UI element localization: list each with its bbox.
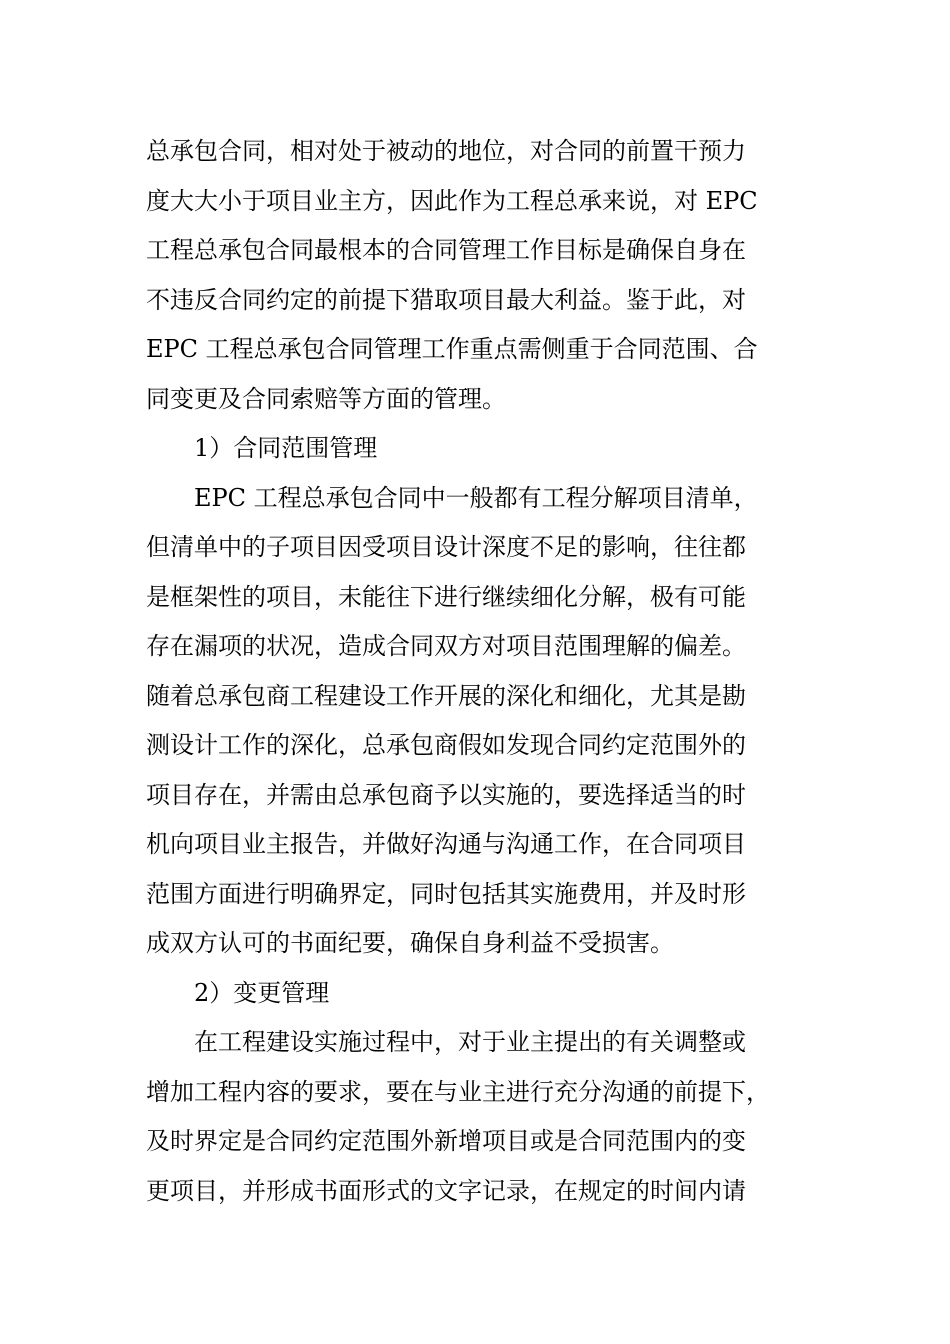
text-line: 更项目，并形成书面形式的文字记录，在规定的时间内请 xyxy=(146,1177,746,1205)
text-line: 及时界定是合同约定范围外新增项目或是合同范围内的变 xyxy=(146,1127,746,1155)
text-line: 随着总承包商工程建设工作开展的深化和细化，尤其是勘 xyxy=(146,682,746,710)
text-line: 同变更及合同索赔等方面的管理。 xyxy=(146,385,506,413)
section-heading: 2）变更管理 xyxy=(194,979,330,1007)
text-line: 在工程建设实施过程中，对于业主提出的有关调整或 xyxy=(194,1028,746,1056)
text-line: 范围方面进行明确界定，同时包括其实施费用，并及时形 xyxy=(146,880,746,908)
text-line: 度大大小于项目业主方，因此作为工程总承来说，对 EPC xyxy=(146,187,758,215)
text-line: 测设计工作的深化，总承包商假如发现合同约定范围外的 xyxy=(146,731,746,759)
text-line: 机向项目业主报告，并做好沟通与沟通工作，在合同项目 xyxy=(146,830,746,858)
text-line: 工程总承包合同最根本的合同管理工作目标是确保自身在 xyxy=(146,236,746,264)
text-line: 但清单中的子项目因受项目设计深度不足的影响，往往都 xyxy=(146,533,746,561)
section-heading: 1）合同范围管理 xyxy=(194,434,378,462)
text-line: 总承包合同，相对处于被动的地位，对合同的前置干预力 xyxy=(146,137,746,165)
text-line: 不违反合同约定的前提下猎取项目最大利益。鉴于此，对 xyxy=(146,286,746,314)
text-line: EPC 工程总承包合同管理工作重点需侧重于合同范围、合 xyxy=(146,335,758,363)
text-line: 增加工程内容的要求，要在与业主进行充分沟通的前提下， xyxy=(146,1078,770,1106)
text-line: 是框架性的项目，未能往下进行继续细化分解，极有可能 xyxy=(146,583,746,611)
text-line: 项目存在，并需由总承包商予以实施的，要选择适当的时 xyxy=(146,781,746,809)
text-line: EPC 工程总承包合同中一般都有工程分解项目清单， xyxy=(194,484,758,512)
text-line: 成双方认可的书面纪要，确保自身利益不受损害。 xyxy=(146,929,674,957)
text-line: 存在漏项的状况，造成合同双方对项目范围理解的偏差。 xyxy=(146,632,746,660)
